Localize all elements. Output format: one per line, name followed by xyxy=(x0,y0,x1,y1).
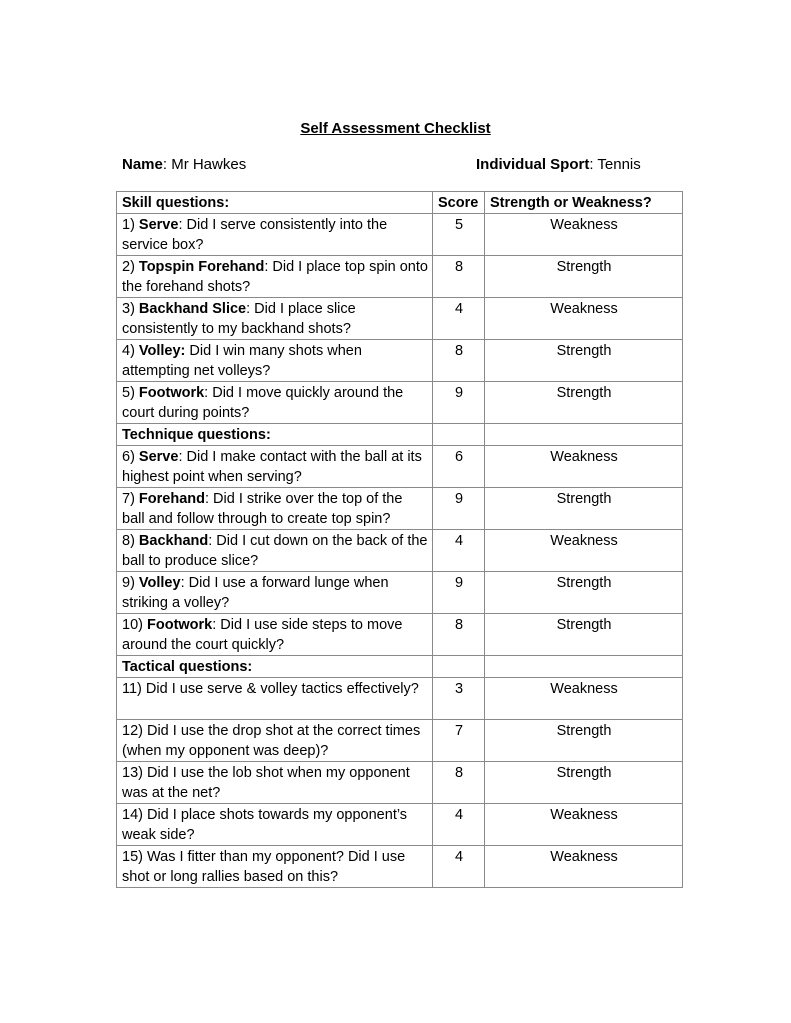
question-row xyxy=(117,340,683,382)
question-text: 13) Did I use the lob shot when my opponent was at the net? xyxy=(122,765,410,801)
question-text: : Did I make contact with the ball at its highest point when serving? xyxy=(122,449,422,485)
name-line xyxy=(122,156,246,173)
question-cell xyxy=(117,846,433,888)
question-topic: Footwork xyxy=(138,385,205,401)
assessment-table xyxy=(116,191,683,888)
question-topic: Serve xyxy=(138,217,179,233)
result-cell: Weakness xyxy=(485,846,683,888)
question-topic: Volley xyxy=(138,575,181,591)
score-cell: 8 xyxy=(433,762,485,804)
sport-value: : Tennis xyxy=(589,156,641,173)
question-row xyxy=(117,382,683,424)
question-text: : Did I use a forward lunge when striking a volley? xyxy=(122,575,389,611)
score-cell: 5 xyxy=(433,214,485,256)
question-cell xyxy=(117,298,433,340)
score-cell: 7 xyxy=(433,720,485,762)
question-cell xyxy=(117,720,433,762)
header-row xyxy=(117,192,683,214)
score-cell: 3 xyxy=(433,678,485,720)
question-row xyxy=(117,614,683,656)
question-topic: Backhand xyxy=(138,533,209,549)
question-number: 6) xyxy=(122,449,139,465)
question-number: 2) xyxy=(122,259,139,275)
score-cell: 9 xyxy=(433,488,485,530)
score-cell: 4 xyxy=(433,530,485,572)
section-label: Tactical questions: xyxy=(117,656,433,678)
question-number: 4) xyxy=(122,343,139,359)
question-text: : Did I cut down on the back of the ball to produce slice? xyxy=(122,533,428,569)
question-cell xyxy=(117,762,433,804)
question-cell xyxy=(117,214,433,256)
question-cell xyxy=(117,572,433,614)
question-cell xyxy=(117,340,433,382)
question-row xyxy=(117,762,683,804)
score-cell: 6 xyxy=(433,446,485,488)
result-cell: Strength xyxy=(485,720,683,762)
score-cell: 4 xyxy=(433,846,485,888)
section-result-empty xyxy=(485,424,683,446)
question-text: 12) Did I use the drop shot at the correct times (when my opponent was deep)? xyxy=(122,723,421,759)
question-text: Did I win many shots when attempting net volleys? xyxy=(122,343,362,379)
result-cell: Weakness xyxy=(485,804,683,846)
question-cell xyxy=(117,804,433,846)
question-topic: Backhand Slice xyxy=(138,301,247,317)
section-row xyxy=(117,424,683,446)
score-cell: 8 xyxy=(433,256,485,298)
question-topic: Volley: xyxy=(138,343,186,359)
question-text: : Did I strike over the top of the ball and follow through to create top spin? xyxy=(122,491,403,527)
question-row xyxy=(117,720,683,762)
score-cell: 4 xyxy=(433,804,485,846)
question-row xyxy=(117,446,683,488)
question-row xyxy=(117,530,683,572)
question-text: : Did I serve consistently into the service box? xyxy=(122,217,388,253)
result-cell: Strength xyxy=(485,762,683,804)
question-cell xyxy=(117,446,433,488)
question-cell xyxy=(117,488,433,530)
question-topic: Footwork xyxy=(147,617,213,633)
name-value: : Mr Hawkes xyxy=(162,156,247,173)
question-row xyxy=(117,572,683,614)
section-row xyxy=(117,656,683,678)
sport-line xyxy=(476,156,641,173)
question-row xyxy=(117,804,683,846)
result-cell: Weakness xyxy=(485,214,683,256)
question-row xyxy=(117,256,683,298)
question-topic: Serve xyxy=(138,449,179,465)
question-text: 11) Did I use serve & volley tactics effectively? xyxy=(122,681,419,697)
question-number: 10) xyxy=(122,617,147,633)
question-number: 1) xyxy=(122,217,139,233)
question-topic: Forehand xyxy=(138,491,205,507)
result-cell: Weakness xyxy=(485,446,683,488)
name-label: Name xyxy=(122,156,163,173)
result-cell: Strength xyxy=(485,256,683,298)
question-text: : Did I place slice consistently to my backhand shots? xyxy=(122,301,356,337)
section-score-empty xyxy=(433,656,485,678)
question-row xyxy=(117,678,683,720)
result-cell: Strength xyxy=(485,572,683,614)
question-row xyxy=(117,488,683,530)
section-result-empty xyxy=(485,656,683,678)
result-cell: Strength xyxy=(485,614,683,656)
question-row xyxy=(117,846,683,888)
question-cell xyxy=(117,382,433,424)
question-text: 15) Was I fitter than my opponent? Did I use shot or long rallies based on this? xyxy=(122,849,406,885)
header-score: Score xyxy=(433,192,485,214)
question-text: 14) Did I place shots towards my opponent’s weak side? xyxy=(122,807,408,843)
question-number: 5) xyxy=(122,385,139,401)
score-cell: 4 xyxy=(433,298,485,340)
question-text: : Did I use side steps to move around the court quickly? xyxy=(122,617,403,653)
question-cell xyxy=(117,678,433,720)
question-topic: Topspin Forehand xyxy=(138,259,265,275)
score-cell: 9 xyxy=(433,382,485,424)
question-row xyxy=(117,298,683,340)
result-cell: Strength xyxy=(485,340,683,382)
score-cell: 8 xyxy=(433,340,485,382)
question-number: 3) xyxy=(122,301,139,317)
page-title: Self Assessment Checklist xyxy=(300,120,491,137)
result-cell: Weakness xyxy=(485,298,683,340)
question-number: 8) xyxy=(122,533,139,549)
result-cell: Strength xyxy=(485,382,683,424)
question-number: 7) xyxy=(122,491,139,507)
result-cell: Weakness xyxy=(485,530,683,572)
sport-label: Individual Sport xyxy=(476,156,590,173)
question-row xyxy=(117,214,683,256)
question-text: : Did I move quickly around the court during points? xyxy=(122,385,404,421)
question-number: 9) xyxy=(122,575,139,591)
section-label: Technique questions: xyxy=(117,424,433,446)
header-question: Skill questions: xyxy=(117,192,433,214)
section-score-empty xyxy=(433,424,485,446)
score-cell: 9 xyxy=(433,572,485,614)
result-cell: Strength xyxy=(485,488,683,530)
question-text: : Did I place top spin onto the forehand shots? xyxy=(122,259,428,295)
question-cell xyxy=(117,530,433,572)
question-cell xyxy=(117,256,433,298)
score-cell: 8 xyxy=(433,614,485,656)
result-cell: Weakness xyxy=(485,678,683,720)
header-result: Strength or Weakness? xyxy=(485,192,683,214)
question-cell xyxy=(117,614,433,656)
